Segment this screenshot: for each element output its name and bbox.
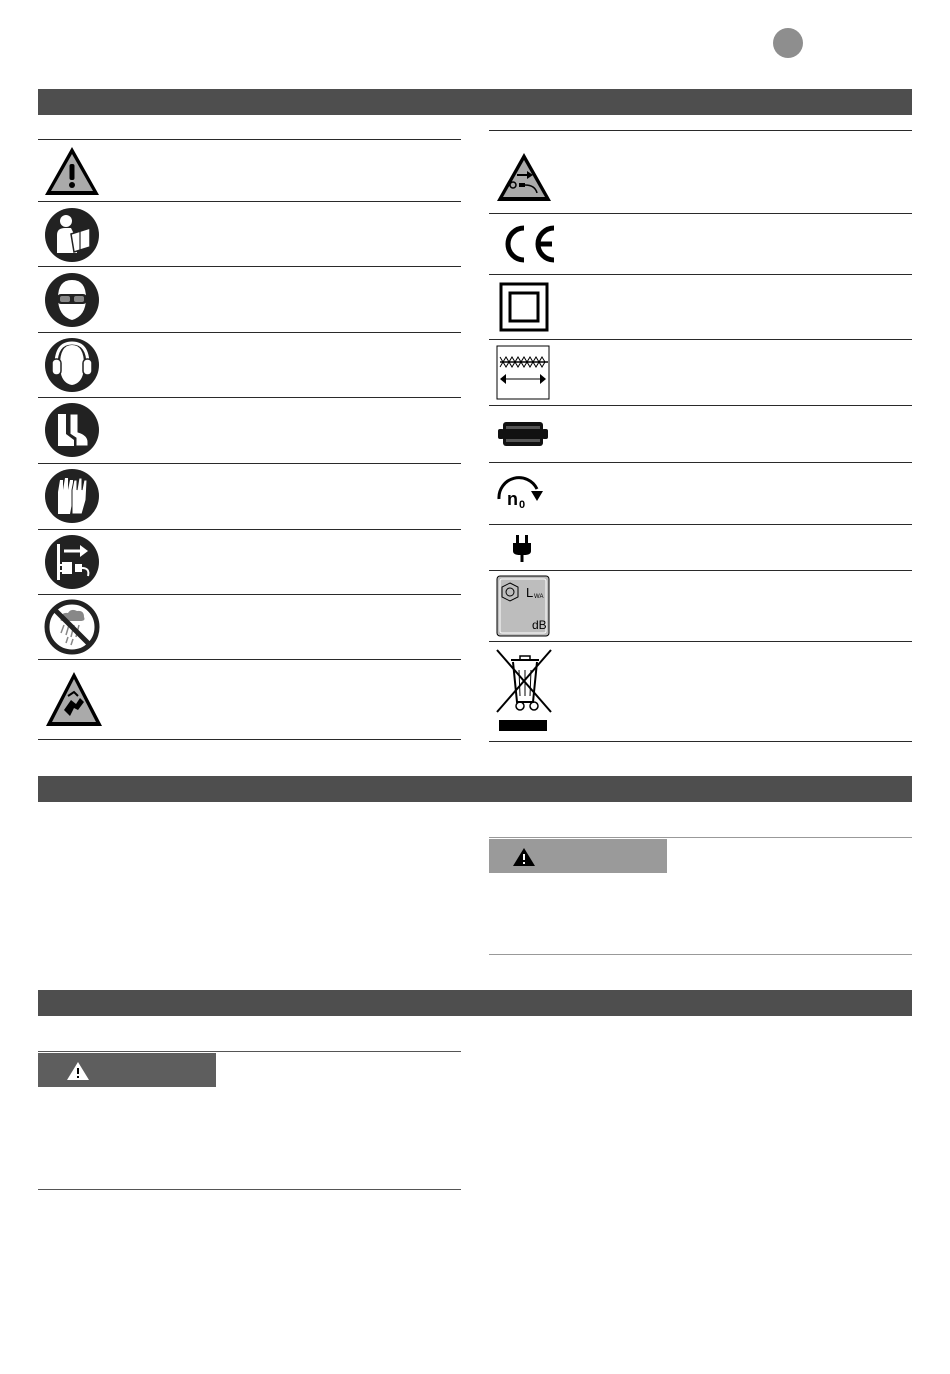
warning-box-header bbox=[489, 839, 667, 873]
symbol-row-cutting bbox=[38, 660, 461, 739]
sound-power-level-icon bbox=[496, 575, 550, 637]
symbol-row-ear bbox=[38, 333, 461, 397]
symbol-row-cable-hazard bbox=[489, 131, 912, 213]
eye-protection-icon bbox=[44, 272, 100, 328]
cutting-length-icon bbox=[496, 345, 550, 400]
symbol-row-gloves bbox=[38, 464, 461, 529]
section-header-bar bbox=[38, 776, 912, 802]
warning-icon bbox=[512, 847, 536, 867]
no-load-speed-icon bbox=[495, 475, 551, 515]
symbol-row-blade bbox=[489, 406, 912, 462]
symbol-row-eye bbox=[38, 267, 461, 332]
no-rain-icon bbox=[44, 599, 100, 655]
ce-mark-icon bbox=[496, 222, 560, 266]
speed-n-label: n bbox=[507, 489, 518, 509]
lwa-subscript-label: WA bbox=[534, 594, 544, 600]
warning-triangle-icon bbox=[43, 145, 101, 197]
disconnect-plug-icon bbox=[44, 534, 100, 590]
divider bbox=[38, 739, 461, 740]
section-header-bar bbox=[38, 990, 912, 1016]
db-label: dB bbox=[532, 618, 547, 632]
warning-icon bbox=[66, 1061, 90, 1081]
safety-gloves-icon bbox=[44, 468, 100, 524]
symbol-row-cutting-length bbox=[489, 340, 912, 405]
cutting-hazard-triangle-icon bbox=[44, 670, 104, 728]
safety-boots-icon bbox=[44, 402, 100, 458]
cable-hazard-triangle-icon bbox=[495, 151, 553, 203]
warning-box-top-rule bbox=[489, 837, 912, 838]
symbol-row-ce bbox=[489, 214, 912, 274]
symbol-row-speed bbox=[489, 463, 912, 524]
symbol-row-warning bbox=[38, 140, 461, 201]
symbol-row-boots bbox=[38, 398, 461, 463]
warning-box-header bbox=[38, 1053, 216, 1087]
symbol-row-disconnect bbox=[38, 530, 461, 594]
symbol-row-manual bbox=[38, 202, 461, 266]
blade-icon bbox=[497, 420, 549, 448]
speed-subscript-label: 0 bbox=[519, 499, 526, 511]
section-header-bar-symbols bbox=[38, 89, 912, 115]
warning-box-bottom-rule bbox=[38, 1189, 461, 1190]
divider bbox=[489, 741, 912, 742]
symbol-row-weee bbox=[489, 642, 912, 741]
language-marker bbox=[773, 28, 803, 58]
weee-bin-icon bbox=[493, 648, 555, 734]
symbol-row-class-ii bbox=[489, 275, 912, 339]
lwa-label: L bbox=[526, 585, 534, 600]
symbol-row-sound-level bbox=[489, 571, 912, 641]
power-plug-icon bbox=[511, 533, 533, 563]
warning-box-top-rule bbox=[38, 1051, 461, 1052]
ear-protection-icon bbox=[44, 337, 100, 393]
symbol-row-plug bbox=[489, 525, 912, 570]
warning-box-bottom-rule bbox=[489, 954, 912, 955]
read-manual-icon bbox=[44, 207, 100, 263]
class-ii-insulation-icon bbox=[499, 282, 549, 332]
symbol-row-rain bbox=[38, 595, 461, 660]
